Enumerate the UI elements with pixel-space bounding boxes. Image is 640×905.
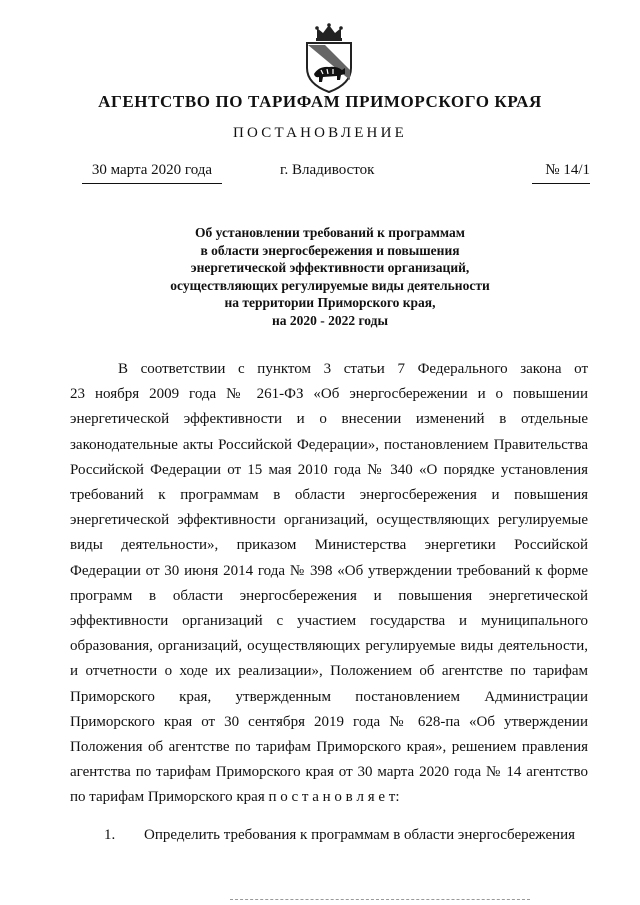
paragraph-line: агентства по тарифам Приморского края от 30 марта 2020 года № 14 агентство	[70, 764, 588, 781]
title-line: осуществляющих регулируемые виды деятельности	[170, 277, 490, 293]
paragraph-line: виды деятельности», приказом Министерства энергетики Российской	[70, 537, 588, 554]
paragraph-line: образования, организаций, осуществляющих регулируемые виды деятельности,	[70, 638, 588, 655]
paragraph-line: законодательные акты Российской Федерации», постановлением Правительства	[70, 436, 588, 453]
document-type: ПОСТАНОВЛЕНИЕ	[233, 125, 407, 141]
document-city: г. Владивосток	[280, 162, 375, 178]
title-line: на территории Приморского края,	[224, 295, 436, 311]
list-item-text: Определить требования к программам в области энергосбережения	[144, 827, 576, 843]
document-number: № 14/1	[532, 162, 590, 184]
paragraph-line: по тарифам Приморского края п о с т а н о в л я е т:	[70, 789, 400, 806]
paragraph-line: В соответствии с пунктом 3 статьи 7 Федерального закона от	[118, 361, 588, 377]
paragraph-line: требований к программам в области энергосбережения и повышения	[70, 487, 588, 504]
paragraph-line: Федерации от 30 июня 2014 года № 398 «Об утверждении требований к форме	[70, 562, 588, 579]
paragraph-line: энергетической эффективности организаций, осуществляющих регулируемые	[70, 512, 588, 529]
paragraph-line: Положения об агентстве по тарифам Приморского края», решением правления	[70, 739, 588, 756]
list-item-1	[104, 827, 592, 844]
page-bottom-divider	[230, 899, 530, 900]
title-line: в области энергосбережения и повышения	[200, 242, 460, 258]
paragraph-line: эффективности организаций с участием государства и муниципального	[70, 613, 588, 630]
paragraph-line: 23 ноября 2009 года № 261-ФЗ «Об энергосбережении и о повышении	[70, 386, 588, 403]
list-item-number: 1.	[104, 827, 116, 843]
title-line: Об установлении требований к программам	[195, 225, 465, 240]
paragraph-line: и отчетности о ходе их реализации», Положением об агентстве по тарифам	[70, 663, 588, 680]
document-date: 30 марта 2020 года	[82, 162, 222, 184]
paragraph-line: Приморского края, утвержденным постановлением Администрации	[70, 688, 588, 705]
paragraph-line: энергетической эффективности и о внесении изменений в отдельные	[70, 411, 588, 428]
preamble-paragraph	[70, 357, 588, 811]
paragraph-line: Приморского края от 30 сентября 2019 года № 628-па «Об утверждении	[70, 713, 588, 730]
coat-of-arms-icon	[299, 22, 359, 94]
title-line: энергетической эффективности организаций,	[190, 260, 470, 276]
paragraph-line: Российской Федерации от 15 мая 2010 года № 340 «О порядке установления	[70, 461, 588, 478]
title-line: на 2020 - 2022 годы	[271, 312, 389, 328]
document-title	[0, 224, 640, 330]
paragraph-line: программ в области энергосбережения и повышения энергетической	[70, 587, 588, 604]
agency-name: АГЕНТСТВО ПО ТАРИФАМ ПРИМОРСКОГО КРАЯ	[98, 92, 542, 111]
